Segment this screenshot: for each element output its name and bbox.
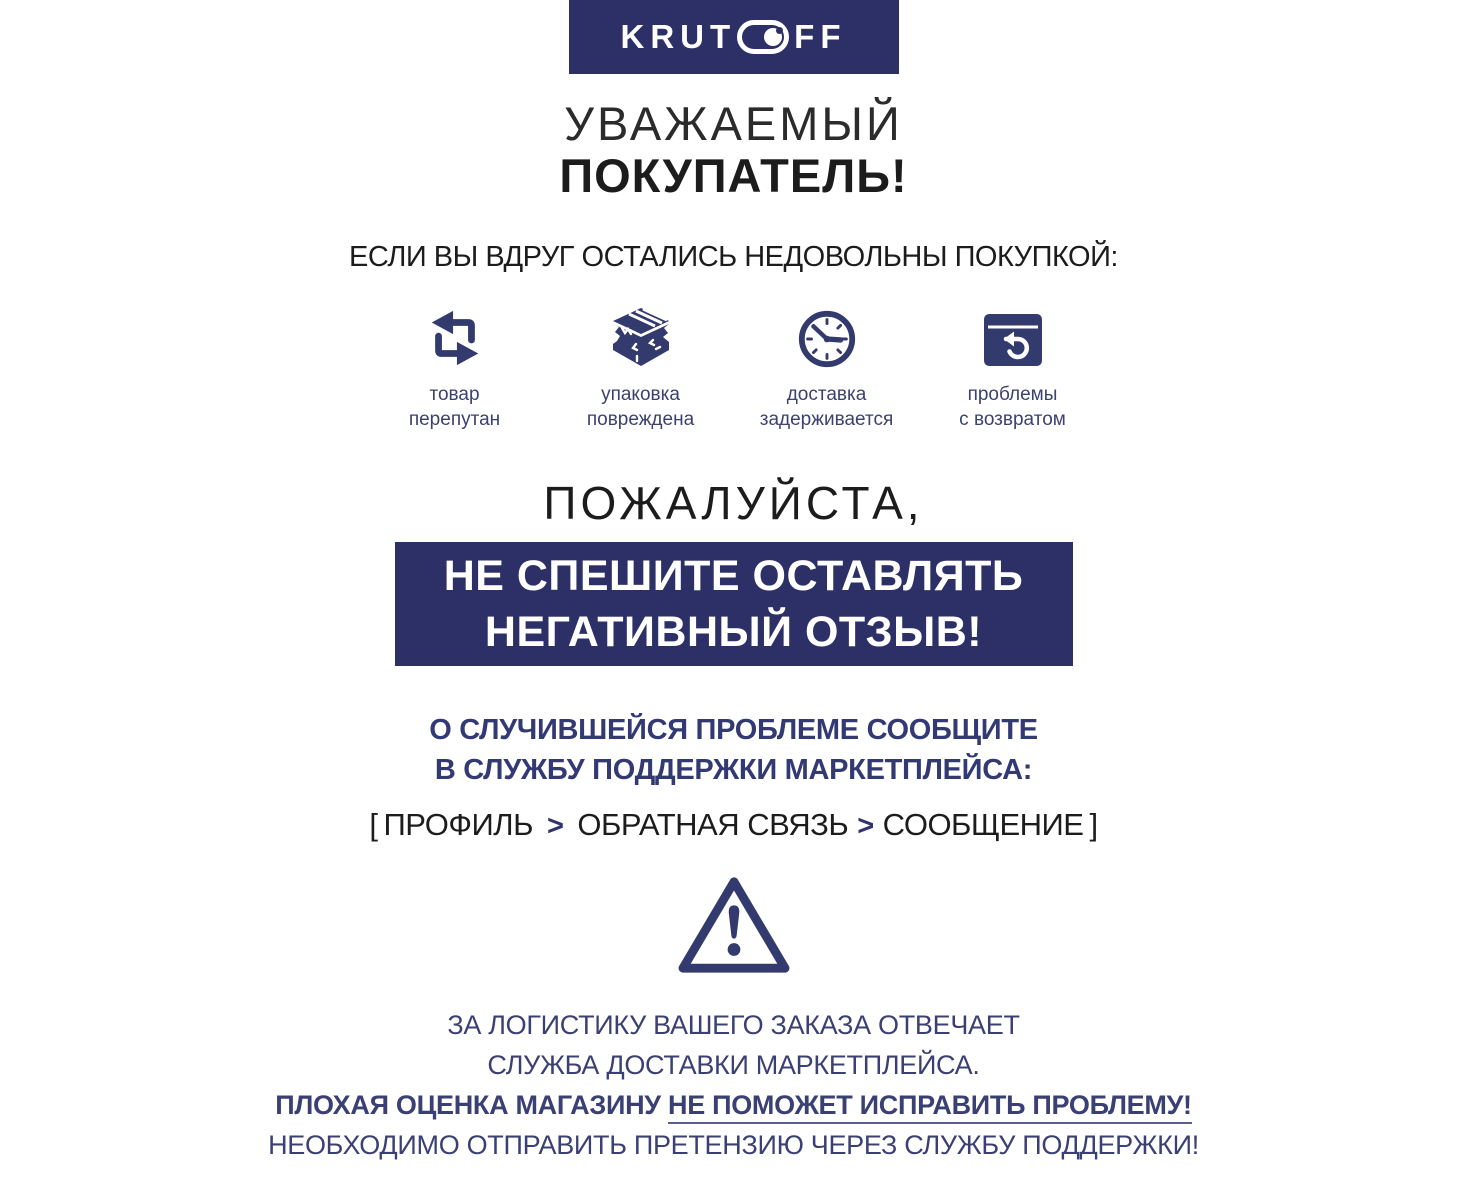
page-title xyxy=(0,98,1467,202)
plea-lead-text: ПОЖАЛУЙСТА, xyxy=(543,477,924,529)
intro-text: ЕСЛИ ВЫ ВДРУГ ОСТАЛИСЬ НЕДОВОЛЬНЫ ПОКУПКОЙ: xyxy=(349,241,1118,273)
support-line2: В СЛУЖБУ ПОДДЕРЖКИ МАРКЕТПЛЕЙСА: xyxy=(434,754,1033,786)
issue-label: упаковка повреждена xyxy=(586,384,695,430)
issue-item-wrong-product xyxy=(362,304,548,432)
footer-line2: СЛУЖБА ДОСТАВКИ МАРКЕТПЛЕЙСА. xyxy=(487,1050,980,1080)
breadcrumb-step-message: СООБЩЕНИЕ xyxy=(882,807,1084,842)
issue-item-damaged-packaging xyxy=(548,304,734,432)
footer-notice xyxy=(0,1005,1467,1165)
brand-logo-bar xyxy=(569,0,899,74)
chevron-right-icon: > xyxy=(857,810,874,842)
breadcrumb xyxy=(0,806,1467,845)
damaged-box-icon xyxy=(548,304,734,370)
issue-label: проблемы с возвратом xyxy=(959,384,1066,430)
issue-item-delivery-delayed xyxy=(734,304,920,432)
support-line1: О СЛУЧИВШЕЙСЯ ПРОБЛЕМЕ СООБЩИТЕ xyxy=(429,714,1038,746)
footer-line3 xyxy=(0,1085,1467,1125)
breadcrumb-step-profile: ПРОФИЛЬ xyxy=(383,807,533,842)
page-title-line1: УВАЖАЕМЫЙ xyxy=(564,97,903,150)
brand-logo xyxy=(621,18,847,56)
footer-line3-lead: ПЛОХАЯ ОЦЕНКА МАГАЗИНУ xyxy=(275,1090,661,1120)
bracket-open: [ xyxy=(369,807,378,842)
footer-line1: ЗА ЛОГИСТИКУ ВАШЕГО ЗАКАЗА ОТВЕЧАЕТ xyxy=(447,1010,1020,1040)
warning-triangle-icon xyxy=(0,873,1467,977)
banner-line2: НЕГАТИВНЫЙ ОТЗЫВ! xyxy=(484,608,983,656)
issue-item-return-problems xyxy=(920,304,1106,432)
issue-label: товар перепутан xyxy=(408,384,501,430)
footer-line4: НЕОБХОДИМО ОТПРАВИТЬ ПРЕТЕНЗИЮ ЧЕРЕЗ СЛУЖБУ ПОДДЕРЖКИ! xyxy=(268,1130,1199,1160)
chevron-right-icon: > xyxy=(546,810,564,842)
negative-review-banner xyxy=(395,542,1073,666)
clock-icon xyxy=(734,304,920,370)
logo-toggle-o-icon xyxy=(737,20,789,54)
bracket-close: ] xyxy=(1089,807,1098,842)
logo-text-right: FF xyxy=(794,18,847,55)
footer-line3-emphasis: НЕ ПОМОЖЕТ ИСПРАВИТЬ ПРОБЛЕМУ! xyxy=(668,1090,1192,1124)
return-box-icon xyxy=(920,304,1106,370)
swap-arrows-icon xyxy=(362,304,548,370)
banner-line1: НЕ СПЕШИТЕ ОСТАВЛЯТЬ xyxy=(443,552,1024,600)
issue-label: доставка задерживается xyxy=(759,384,894,430)
breadcrumb-step-feedback: ОБРАТНАЯ СВЯЗЬ xyxy=(577,807,849,842)
issue-list xyxy=(0,304,1467,432)
page-title-line2: ПОКУПАТЕЛЬ! xyxy=(559,149,908,202)
support-instruction xyxy=(0,710,1467,790)
logo-text-left: KRUT xyxy=(620,18,737,55)
